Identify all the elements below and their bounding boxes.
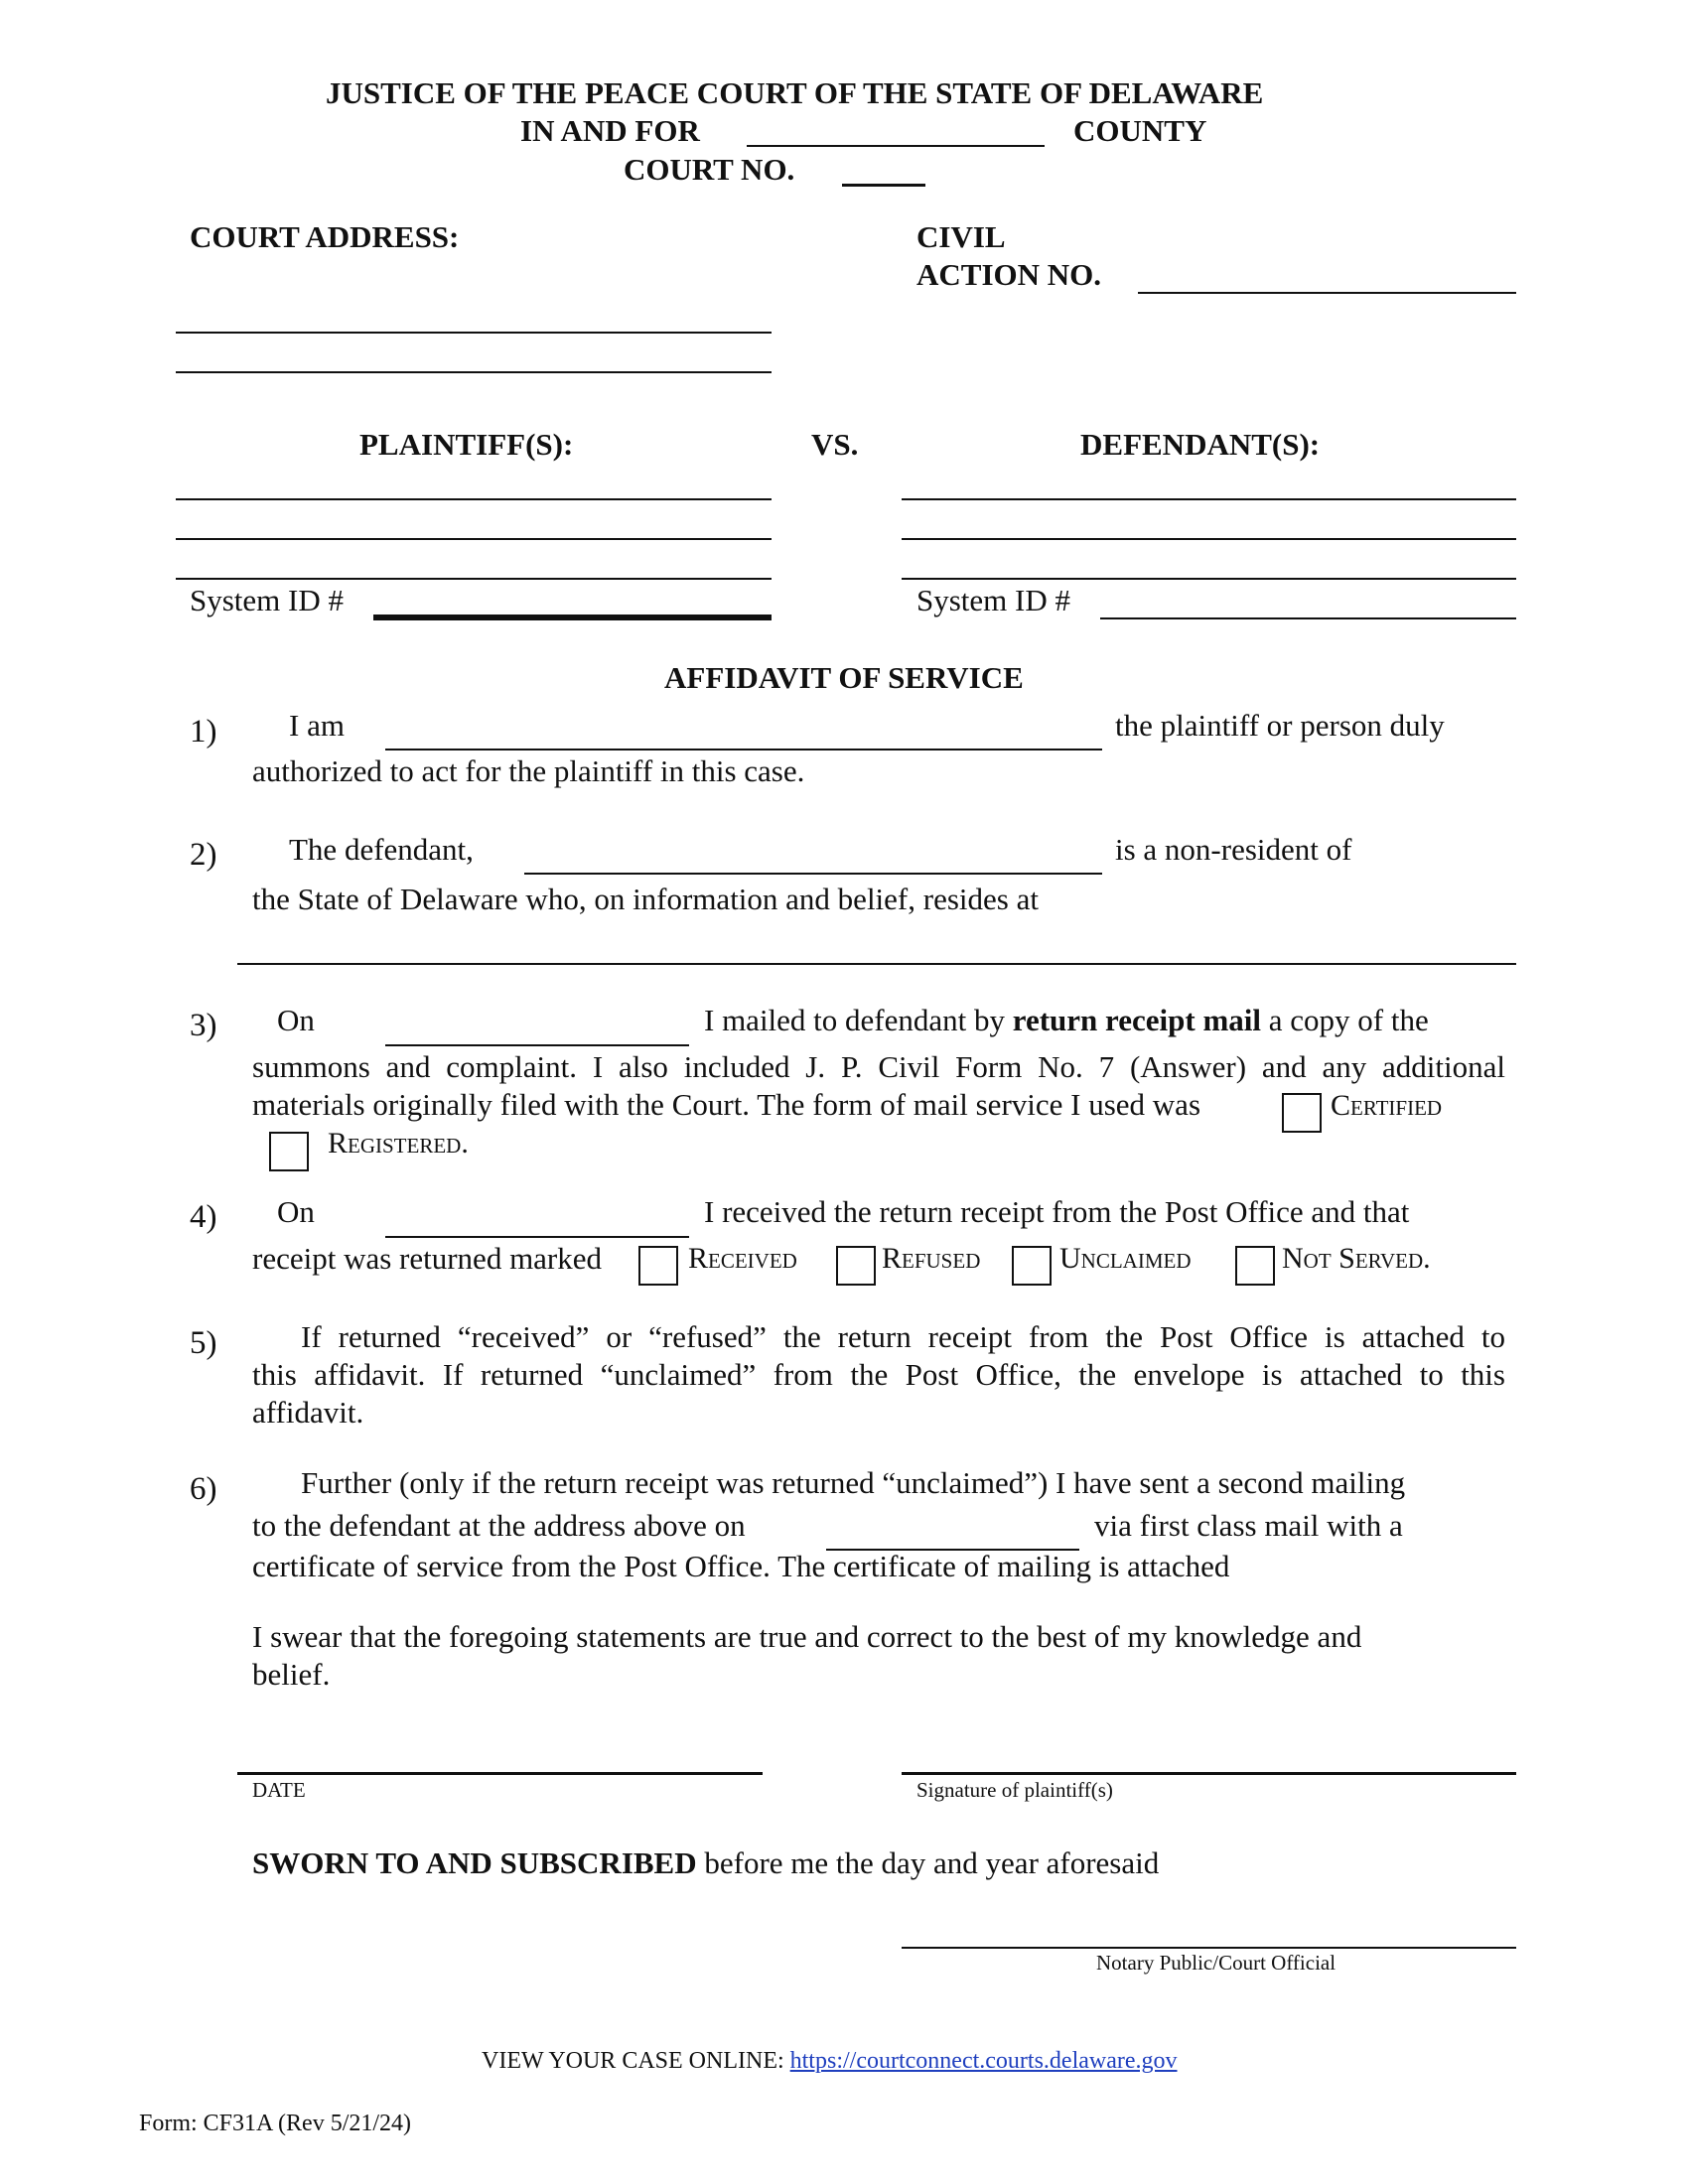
item5-line2: this affidavit. If returned “unclaimed” from the Post Office, the envelope is attached to this [252, 1357, 1505, 1392]
item3-return-receipt: return receipt mail [1012, 1003, 1261, 1037]
county-blank[interactable] [747, 145, 1045, 147]
item1-i-am: I am [289, 708, 345, 743]
plaintiff-signature-line[interactable] [902, 1772, 1516, 1775]
item-number-4: 4) [190, 1199, 217, 1235]
affidavit-title: AFFIDAVIT OF SERVICE [664, 660, 1024, 695]
item4-date-blank[interactable] [385, 1236, 689, 1238]
court-address-line-2[interactable] [176, 371, 772, 373]
item4-returned-marked: receipt was returned marked [252, 1241, 603, 1276]
sworn-bold: SWORN TO AND SUBSCRIBED [252, 1845, 697, 1880]
item4-on: On [277, 1194, 315, 1229]
item6-address-above: to the defendant at the address above on [252, 1508, 746, 1543]
item5-line3: affidavit. [252, 1395, 364, 1430]
item2-defendant-blank[interactable] [524, 873, 1102, 875]
certified-checkbox[interactable] [1282, 1093, 1322, 1133]
unclaimed-checkbox[interactable] [1012, 1246, 1052, 1286]
oath-line2: belief. [252, 1657, 331, 1692]
courtconnect-link[interactable]: https://courtconnect.courts.delaware.gov [789, 2048, 1178, 2074]
item2-defendant: The defendant, [289, 832, 474, 867]
defendants-label: DEFENDANT(S): [1080, 427, 1321, 462]
item6-line1: Further (only if the return receipt was returned “unclaimed”) I have sent a second mailing [301, 1465, 1406, 1500]
form-number: Form: CF31A (Rev 5/21/24) [139, 2111, 412, 2136]
in-and-for-label: IN AND FOR [520, 113, 700, 148]
defendant-line-1[interactable] [902, 498, 1516, 500]
system-id-right-blank[interactable] [1100, 617, 1516, 619]
oath-line1: I swear that the foregoing statements are true and correct to the best of my knowledge and [252, 1619, 1362, 1654]
item-number-5: 5) [190, 1325, 217, 1361]
action-no-blank[interactable] [1138, 292, 1516, 294]
item1-tail: the plaintiff or person duly [1115, 708, 1445, 743]
court-no-blank[interactable] [842, 184, 925, 187]
item1-name-blank[interactable] [385, 749, 1102, 751]
item3-mailed-text: I mailed to defendant by [704, 1003, 1006, 1037]
item6-line3: certificate of service from the Post Office. The certificate of mailing is attached [252, 1549, 1230, 1583]
item3-date-blank[interactable] [385, 1044, 689, 1046]
received-label: Received [688, 1242, 797, 1275]
item2-line2: the State of Delaware who, on information and belief, resides at [252, 882, 1039, 916]
action-no-label: ACTION NO. [916, 257, 1102, 292]
item-number-1: 1) [190, 714, 217, 750]
item1-line2: authorized to act for the plaintiff in this case. [252, 753, 805, 788]
notary-label: Notary Public/Court Official [1096, 1951, 1336, 1975]
item3-mailed [704, 1002, 1429, 1039]
view-online-row [482, 2046, 1178, 2076]
unclaimed-label: Unclaimed [1059, 1242, 1192, 1275]
plaintiff-signature-label: Signature of plaintiff(s) [916, 1778, 1113, 1802]
county-label: COUNTY [1073, 113, 1207, 148]
refused-label: Refused [882, 1242, 981, 1275]
refused-checkbox[interactable] [836, 1246, 876, 1286]
court-address-line-1[interactable] [176, 332, 772, 334]
date-label: DATE [252, 1778, 306, 1802]
view-online-label: VIEW YOUR CASE ONLINE: [482, 2048, 784, 2074]
item3-copy-of: a copy of the [1268, 1003, 1429, 1037]
item-number-2: 2) [190, 837, 217, 873]
date-signature-line[interactable] [237, 1772, 763, 1775]
court-title: JUSTICE OF THE PEACE COURT OF THE STATE OF DELAWARE [326, 75, 1264, 110]
item3-on: On [277, 1003, 315, 1037]
defendant-line-3[interactable] [902, 578, 1516, 580]
not-served-checkbox[interactable] [1235, 1246, 1275, 1286]
item6-first-class: via first class mail with a [1094, 1508, 1403, 1543]
system-id-left-label: System ID # [190, 583, 344, 617]
plaintiffs-label: PLAINTIFF(S): [359, 427, 574, 462]
sworn-rest: before me the day and year aforesaid [704, 1845, 1160, 1880]
item5-line1: If returned “received” or “refused” the return receipt from the Post Office is attached to [301, 1319, 1505, 1354]
court-no-label: COURT NO. [624, 152, 795, 187]
system-id-right-label: System ID # [916, 583, 1070, 617]
sworn-statement [252, 1844, 1159, 1882]
plaintiff-line-1[interactable] [176, 498, 772, 500]
defendant-line-2[interactable] [902, 538, 1516, 540]
registered-label: Registered. [328, 1127, 469, 1160]
plaintiff-line-3[interactable] [176, 578, 772, 580]
vs-label: VS. [811, 427, 859, 462]
item2-address-blank[interactable] [237, 963, 1516, 965]
notary-signature-line[interactable] [902, 1947, 1516, 1949]
item4-received-text: I received the return receipt from the Post Office and that [704, 1194, 1410, 1229]
court-address-label: COURT ADDRESS: [190, 219, 460, 254]
item2-tail: is a non-resident of [1115, 832, 1352, 867]
system-id-left-blank[interactable] [373, 614, 772, 620]
received-checkbox[interactable] [638, 1246, 678, 1286]
not-served-label: Not Served. [1282, 1242, 1431, 1275]
item3-line2: summons and complaint. I also included J. P. Civil Form No. 7 (Answer) and any additional [252, 1049, 1505, 1084]
certified-label: Certified [1331, 1089, 1443, 1122]
civil-label: CIVIL [916, 219, 1006, 254]
item3-line3: materials originally filed with the Court. The form of mail service I used was [252, 1087, 1201, 1122]
registered-checkbox[interactable] [269, 1132, 309, 1171]
plaintiff-line-2[interactable] [176, 538, 772, 540]
item-number-6: 6) [190, 1471, 217, 1507]
item-number-3: 3) [190, 1008, 217, 1043]
